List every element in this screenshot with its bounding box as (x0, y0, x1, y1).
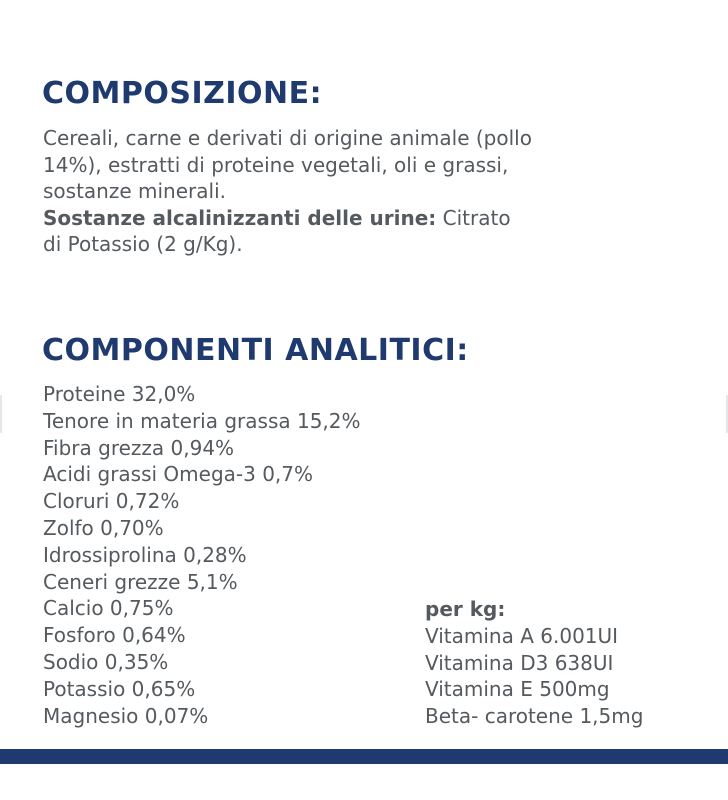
vitamin-item: Vitamina A 6.001UI (425, 623, 619, 648)
left-edge-mark (0, 395, 2, 433)
component-item: Zolfo 0,70% (43, 515, 164, 540)
component-item: Magnesio 0,07% (43, 703, 209, 728)
component-item: Sodio 0,35% (43, 649, 169, 674)
composition-line: 14%), estratti di proteine vegetali, oli e grassi, (43, 152, 509, 177)
composition-line: Cereali, carne e derivati di origine animale (pollo (43, 126, 532, 150)
vitamins-list (425, 596, 643, 730)
component-item: Ceneri grezze 5,1% (43, 569, 238, 594)
component-item: Acidi grassi Omega-3 0,7% (43, 462, 314, 487)
analytical-heading: COMPONENTI ANALITICI: (42, 333, 469, 368)
component-item: Fosforo 0,64% (43, 623, 186, 648)
alkalizing-value: Citrato (436, 205, 511, 230)
component-item: Calcio 0,75% (43, 596, 174, 621)
component-item: Cloruri 0,72% (43, 489, 180, 514)
component-item: Tenore in materia grassa 15,2% (43, 408, 361, 433)
analytical-components-list (43, 381, 361, 729)
vitamin-item: Vitamina E 500mg (425, 677, 610, 702)
per-kg-label: per kg: (425, 597, 506, 621)
vitamin-item: Vitamina D3 638UI (425, 650, 614, 675)
alkalizing-value-continued: di Potassio (2 g/Kg). (43, 232, 243, 256)
composition-heading: COMPOSIZIONE: (42, 76, 323, 111)
alkalizing-label: Sostanze alcalinizzanti delle urine: (43, 205, 437, 230)
component-item: Potassio 0,65% (43, 676, 196, 701)
component-item: Idrossiprolina 0,28% (43, 542, 247, 567)
footer-bar (0, 749, 728, 764)
composition-line: sostanze minerali. (43, 179, 226, 203)
alkalizing-line (43, 205, 723, 232)
component-item: Fibra grezza 0,94% (43, 435, 235, 460)
component-item: Proteine 32,0% (43, 382, 196, 406)
composition-text (43, 125, 723, 258)
vitamin-item: Beta- carotene 1,5mg (425, 704, 644, 729)
